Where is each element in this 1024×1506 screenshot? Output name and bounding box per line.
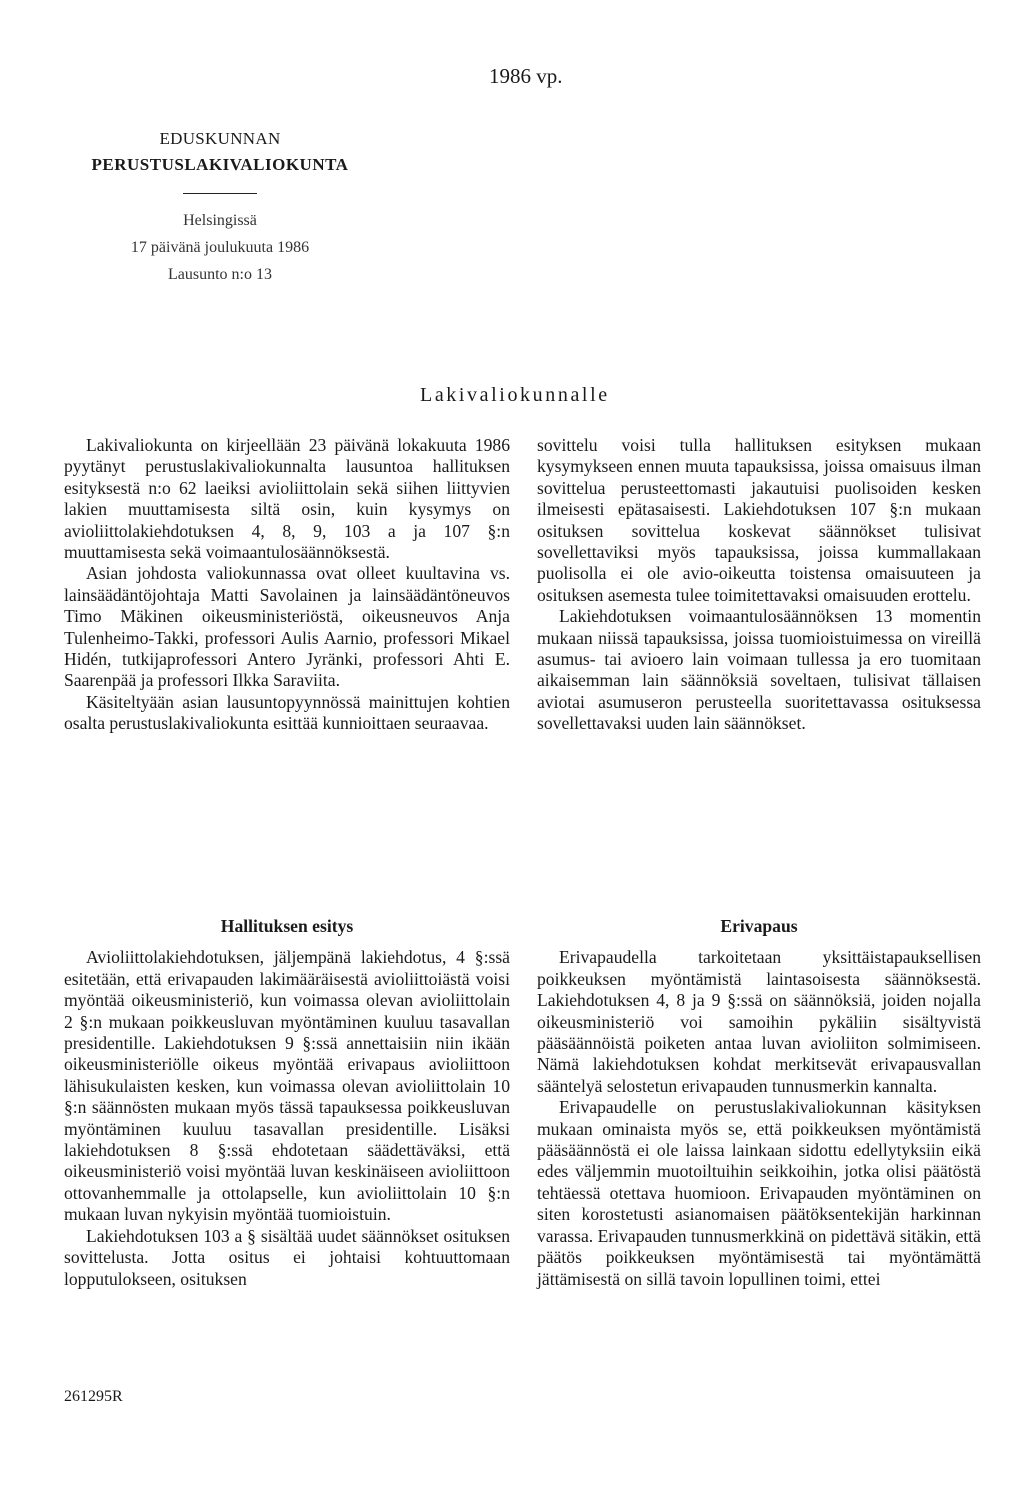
section-hallituksen-esitys <box>64 916 510 1290</box>
statement-number: Lausunto n:o 13 <box>168 266 272 283</box>
paragraph: Lakiehdotuksen 103 a § sisältää uudet säännökset osituksen sovittelusta. Jotta ositus ei johtaisi kohtuuttomaan lopputulokseen, osituksen <box>64 1225 510 1289</box>
footer-code: 261295R <box>64 1388 123 1405</box>
addressee: Lakivaliokunnalle <box>420 384 610 406</box>
org-name-line1: EDUSKUNNAN <box>159 129 281 148</box>
paragraph: Erivapaudella tarkoitetaan yksittäistapauksellisen poikkeuksen myöntämistä laintasoisesta säännöksestä. Lakiehdotuksen 4, 8 ja 9 §:ssä on säännöksiä, joiden nojalla oikeusministeriö voi samoihin pykäliin sisältyvistä pääsäännöistä poiketen antaa luvan avioliiton solmimiseen. Nämä lakiehdotuksen kohdat merkitsevät erivapausvallan sääntelyä selostetun erivapauden tunnusmerkin kannalta. <box>537 947 981 1096</box>
date: 17 päivänä joulukuuta 1986 <box>130 239 310 256</box>
intro-column-left <box>64 435 510 735</box>
paragraph: Lakiehdotuksen voimaantulosäännöksen 13 momentin mukaan niissä tapauksissa, joissa tuomioistuimessa on vireillä asumus- tai avioero lain voimaan tullessa ja ero tuomitaan aikaisemman lain säännöksiä soveltaen, tulisivat tällaisen aviotai asumuseron perusteella suoritettavassa osituksessa sovellettavaksi uuden lain säännökset. <box>537 606 981 734</box>
paragraph: Asian johdosta valiokunnassa ovat olleet kuultavina vs. lainsäädäntöjohtaja Matti Savolainen ja lainsäädäntöneuvos Timo Mäkinen oikeusministeriöstä, oikeusneuvos Anja Tulenheimo-Takki, professori Aulis Aarnio, professori Mikael Hidén, tutkijaprofessori Antero Jyränki, professori Ahti E. Saarenpää ja professori Ilkka Saraviita. <box>64 563 510 691</box>
paragraph: Käsiteltyään asian lausuntopyynnössä mainittujen kohtien osalta perustuslakivaliokunta esittää kunnioittaen seuraavaa. <box>64 691 510 734</box>
section-heading: Hallituksen esitys <box>220 916 354 936</box>
section-erivapaus <box>537 916 981 1290</box>
paragraph: sovittelu voisi tulla hallituksen esityksen mukaan kysymykseen ennen muuta tapauksissa, joissa omaisuus ilman sovittelua perusteettomasti jakautuisi puolisoiden kesken ilmeisesti epätasaisesti. Lakiehdotuksen 107 §:n mukaan osituksen sovittelua koskevat säännökset tulisivat sovellettaviksi myös tapauksissa, joissa kummallakaan puolisolla ei ole avio-oikeutta toistensa omaisuuteen ja osituksen asemesta tulee toimitettavaksi omaisuuden erottelu. <box>537 435 981 605</box>
header-divider <box>183 193 257 194</box>
paragraph: Avioliittolakiehdotuksen, jäljempänä lakiehdotus, 4 §:ssä esitetään, että erivapauden lakimääräisestä avioliittoiästä voisi myöntää oikeusministeriö, kun voimassa olevan avioliittolain 2 §:n mukaan poikkeusluvan myöntäminen kuuluu tasavallan presidentille. Lakiehdotuksen 9 §:ssä annettaisiin niin ikään oikeusministeriölle oikeus myöntää erivapaus avioliittoon lähisukulaisten kesken, kun voimassa olevan avioliittolain 10 §:n säännösten mukaan myös tässä tapauksessa poikkeusluvan myöntäminen kuuluu tasavallan presidentille. Lisäksi lakiehdotuksen 8 §:ssä ehdotetaan säädettäväksi, että oikeusministeriö voisi myöntää luvan keskinäiseen avioliittoon ottovanhemmalle ja ottolapselle, kun avioliittolain 10 §:n mukaan luvan nykyisin myöntää tuomioistuin. <box>64 947 510 1225</box>
section-heading: Erivapaus <box>720 916 798 936</box>
intro-column-right <box>537 435 981 735</box>
paragraph: Lakivaliokunta on kirjeellään 23 päivänä lokakuuta 1986 pyytänyt perustuslakivaliokunnalta lausuntoa hallituksen esityksestä n:o 62 laeiksi avioliittolain sekä siihen liittyvien lakien muuttamisesta siltä osin, kuin kysymys on avioliittolakiehdotuksen 4, 8, 9, 103 a ja 107 §:n muuttamisesta sekä voimaantulosäännöksestä. <box>64 435 510 563</box>
org-name-line2: PERUSTUSLAKIVALIOKUNTA <box>91 155 349 174</box>
letter-header <box>60 126 380 288</box>
place: Helsingissä <box>183 212 257 229</box>
paragraph: Erivapaudelle on perustuslakivaliokunnan käsityksen mukaan ominaista myös se, että poikkeuksen myöntämistä pääsäännöstä ei ole laissa lainkaan sidottu edellytyksiin eikä edes väljemmin muotoiltuihin seikkoihin, jotka olisi päätöstä tehtäessä otettava huomioon. Erivapauden myöntäminen on siten korostetusti asianomaisen päätöksentekijän harkinnan varassa. Erivapauden tunnusmerkkinä on pidettävä sitäkin, että päätös poikkeuksen myöntämisestä tai myöntämättä jättämisestä on sillä tavoin lopullinen toimi, ettei <box>537 1097 981 1289</box>
year-label: 1986 vp. <box>489 64 563 88</box>
